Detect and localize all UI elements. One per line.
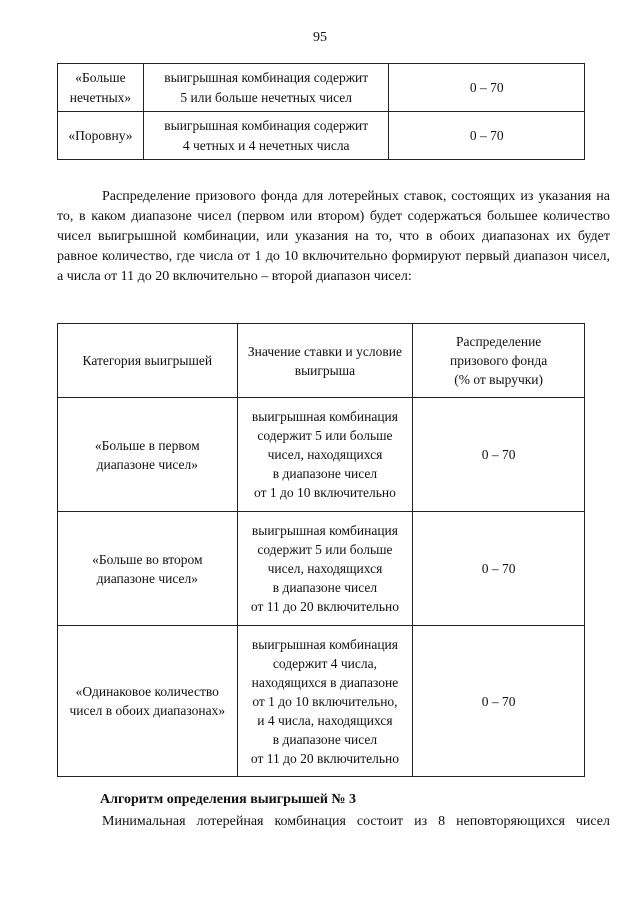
share-cell: 0 – 70 [413,398,585,512]
prize-table-odd-even [57,63,585,160]
table-header-row [58,324,585,398]
section-heading: Алгоритм определения выигрышей № 3 [100,792,356,807]
header-share: Распределение призового фонда (% от выручки) [413,324,585,398]
table-row [58,398,585,512]
condition-cell: выигрышная комбинация содержит 5 или больше нечетных чисел [143,64,389,112]
header-category: Категория выигрышей [58,324,238,398]
share-cell: 0 – 70 [389,64,585,112]
prize-table-ranges [57,323,585,777]
condition-cell: выигрышная комбинация содержит 4 числа, находящихся в диапазоне от 1 до 10 включительно, и 4 числа, находящихся в диапазоне чисел от 11 до 20 включительно [237,626,413,777]
table-row [58,626,585,777]
share-cell: 0 – 70 [413,512,585,626]
table-row [58,112,585,160]
distribution-paragraph: Распределение призового фонда для лотерейных ставок, состоящих из указания на то, в каком диапазоне чисел (первом или втором) будет содержаться большее количество чисел выигрышной комбинации, или указания на то, что в обоих диапазонах их будет равное количество, где числа от 1 до 10 включительно формируют первый диапазон чисел, а числа от 11 до 20 включительно – второй диапазон чисел: [57,189,610,284]
page-number: 95 [313,30,327,45]
share-cell: 0 – 70 [413,626,585,777]
category-cell: «Поровну» [58,112,144,160]
table-row [58,64,585,112]
condition-cell: выигрышная комбинация содержит 4 четных и 4 нечетных числа [143,112,389,160]
condition-cell: выигрышная комбинация содержит 5 или больше чисел, находящихся в диапазоне чисел от 1 до 10 включительно [237,398,413,512]
category-cell: «Больше нечетных» [58,64,144,112]
category-cell: «Больше во втором диапазоне чисел» [58,512,238,626]
table-row [58,512,585,626]
category-cell: «Одинаковое количество чисел в обоих диапазонах» [58,626,238,777]
header-condition: Значение ставки и условие выигрыша [237,324,413,398]
condition-cell: выигрышная комбинация содержит 5 или больше чисел, находящихся в диапазоне чисел от 11 до 20 включительно [237,512,413,626]
category-cell: «Больше в первом диапазоне чисел» [58,398,238,512]
algorithm-paragraph: Минимальная лотерейная комбинация состоит из 8 неповторяющихся чисел [102,814,610,829]
share-cell: 0 – 70 [389,112,585,160]
